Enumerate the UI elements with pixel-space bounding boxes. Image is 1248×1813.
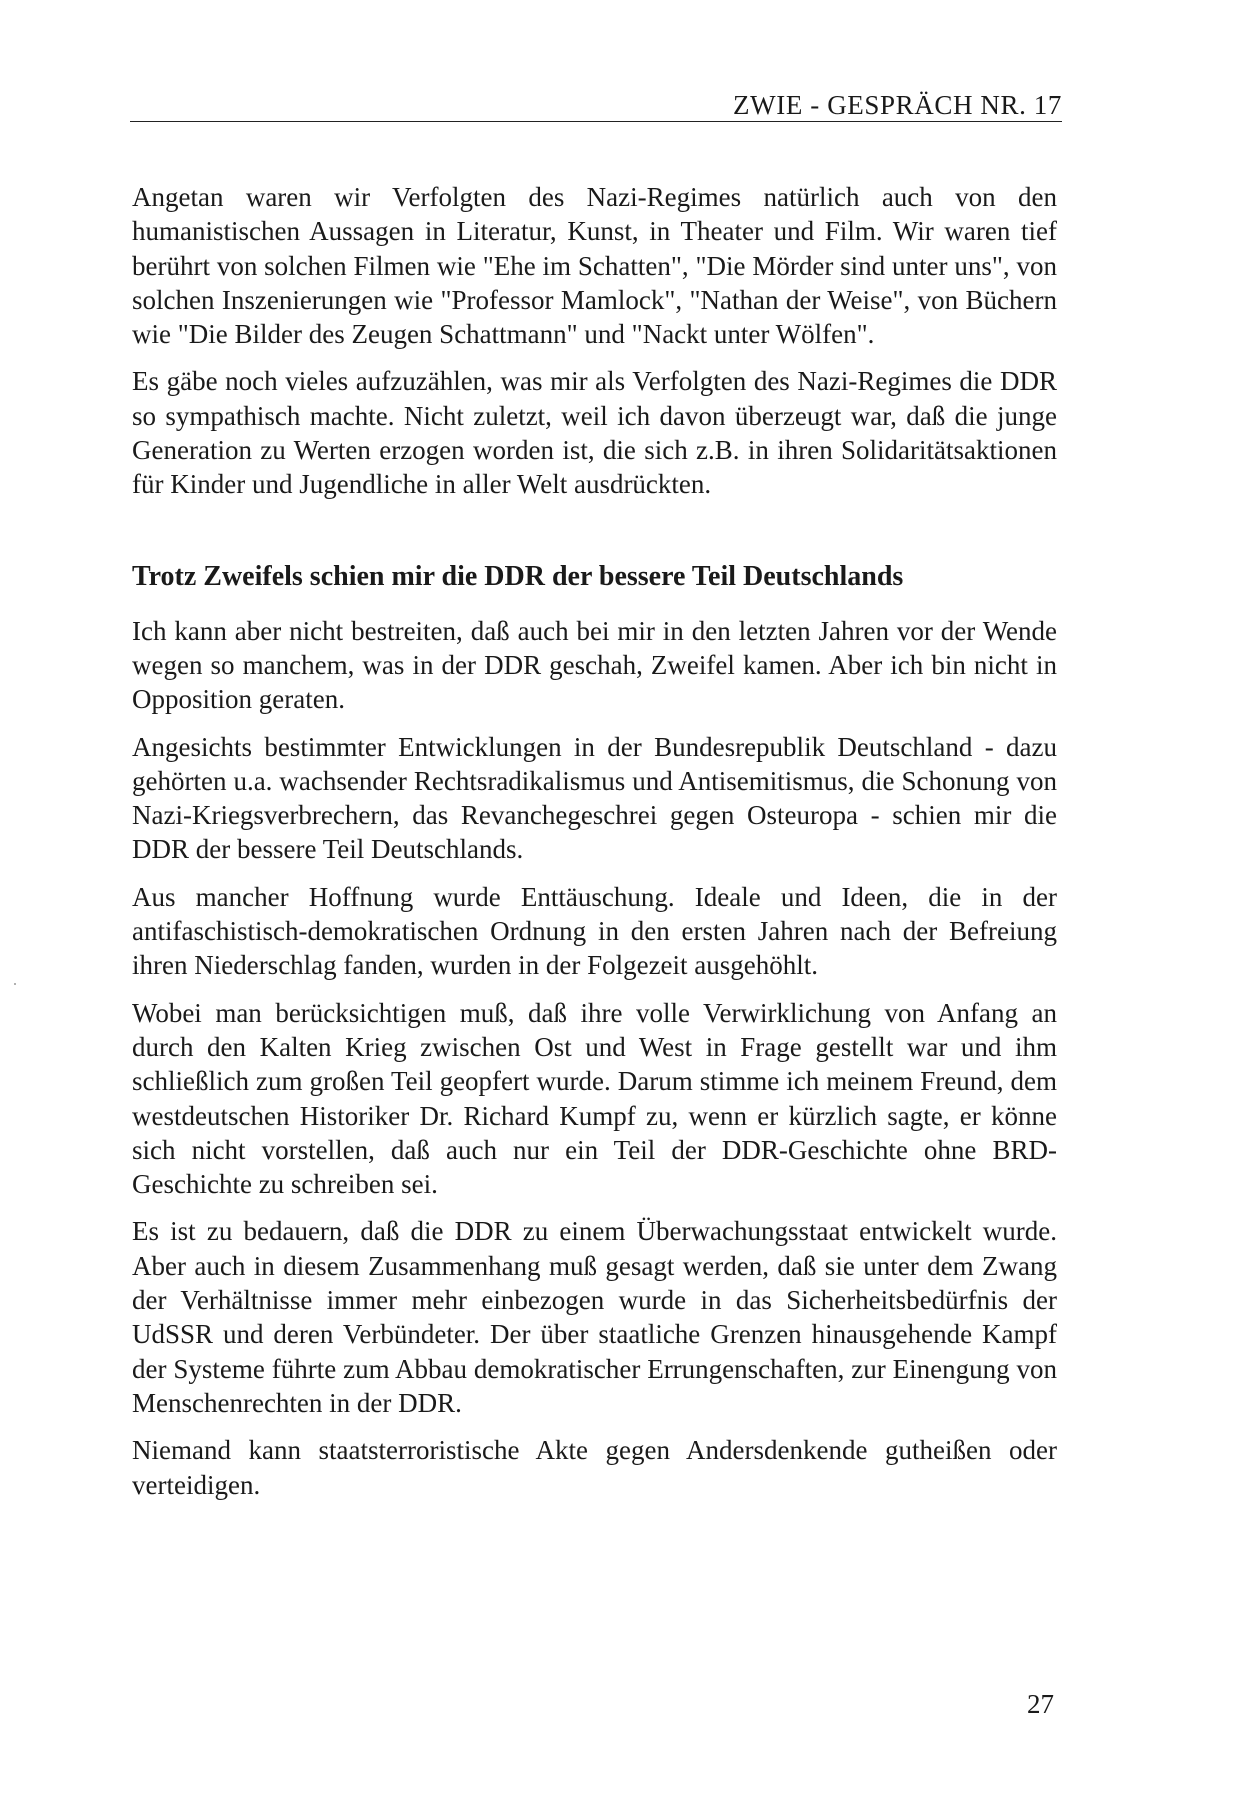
running-header xyxy=(130,86,1062,122)
paragraph: Ich kann aber nicht bestreiten, daß auch bei mir in den letzten Jahren vor der Wende wegen so manchem, was in der DDR geschah, Zweifel kamen. Aber ich bin nicht in Opposition geraten. xyxy=(132,615,1057,715)
paragraph: Angesichts bestimmter Entwicklungen in der Bundesrepublik Deutschland - dazu gehörten u.a. wachsender Rechtsradikalismus und Antisemitismus, die Schonung von Nazi-Kriegsverbrechern, das Revanchegeschrei gegen Osteuropa - schien mir die DDR der bessere Teil Deutschlands. xyxy=(132,731,1057,865)
section-heading: Trotz Zweifels schien mir die DDR der bessere Teil Deutschlands xyxy=(132,560,904,592)
margin-speck xyxy=(14,983,16,985)
paragraph: Aus mancher Hoffnung wurde Enttäuschung. Ideale und Ideen, die in der antifaschistisch-demokratischen Ordnung in den ersten Jahren nach der Befreiung ihren Niederschlag fanden, wurden in der Folgezeit ausgehöhlt. xyxy=(132,881,1057,981)
paragraph: Es ist zu bedauern, daß die DDR zu einem Überwachungsstaat entwickelt wurde. Aber auch in diesem Zusammenhang muß gesagt werden, daß sie unter dem Zwang der Verhältnisse immer mehr einbezogen wurde in das Sicherheitsbedürfnis der UdSSR und deren Verbündeter. Der über staatliche Grenzen hinausgehende Kampf der Systeme führte zum Abbau demokratischer Errungenschaften, zur Einengung von Menschenrechten in der DDR. xyxy=(132,1216,1057,1418)
page-body xyxy=(132,180,1057,1515)
paragraph: Angetan waren wir Verfolgten des Nazi-Regimes natürlich auch von den humanistischen Aussagen in Literatur, Kunst, in Theater und Film. Wir waren tief berührt von solchen Filmen wie "Ehe im Schatten", "Die Mörder sind unter uns", von solchen Inszenierungen wie "Professor Mamlock", "Nathan der Weise", von Büchern wie "Die Bilder des Zeugen Schattmann" und "Nackt unter Wölfen". xyxy=(132,182,1057,350)
paragraph: Wobei man berücksichtigen muß, daß ihre volle Verwirklichung von Anfang an durch den Kalten Krieg zwischen Ost und West in Frage gestellt war und ihm schließlich zum großen Teil geopfert wurde. Darum stimme ich meinem Freund, dem westdeutschen Historiker Dr. Richard Kumpf zu, wenn er kürzlich sagte, er könne sich nicht vorstellen, daß auch nur ein Teil der DDR-Geschichte ohne BRD-Geschichte zu schreiben sei. xyxy=(132,997,1057,1200)
paragraph: Niemand kann staatsterroristische Akte gegen Andersdenkende gutheißen oder verteidigen. xyxy=(132,1435,1057,1500)
running-header-title: ZWIE - GESPRÄCH NR. 17 xyxy=(733,90,1062,120)
page-number: 27 xyxy=(1027,1689,1054,1719)
paragraph: Es gäbe noch vieles aufzuzählen, was mir als Verfolgten des Nazi-Regimes die DDR so sympathisch machte. Nicht zuletzt, weil ich davon überzeugt war, daß die junge Generation zu Werten erzogen worden ist, die sich z.B. in ihren Solidaritätsaktionen für Kinder und Jugendliche in aller Welt ausdrückten. xyxy=(132,366,1057,500)
